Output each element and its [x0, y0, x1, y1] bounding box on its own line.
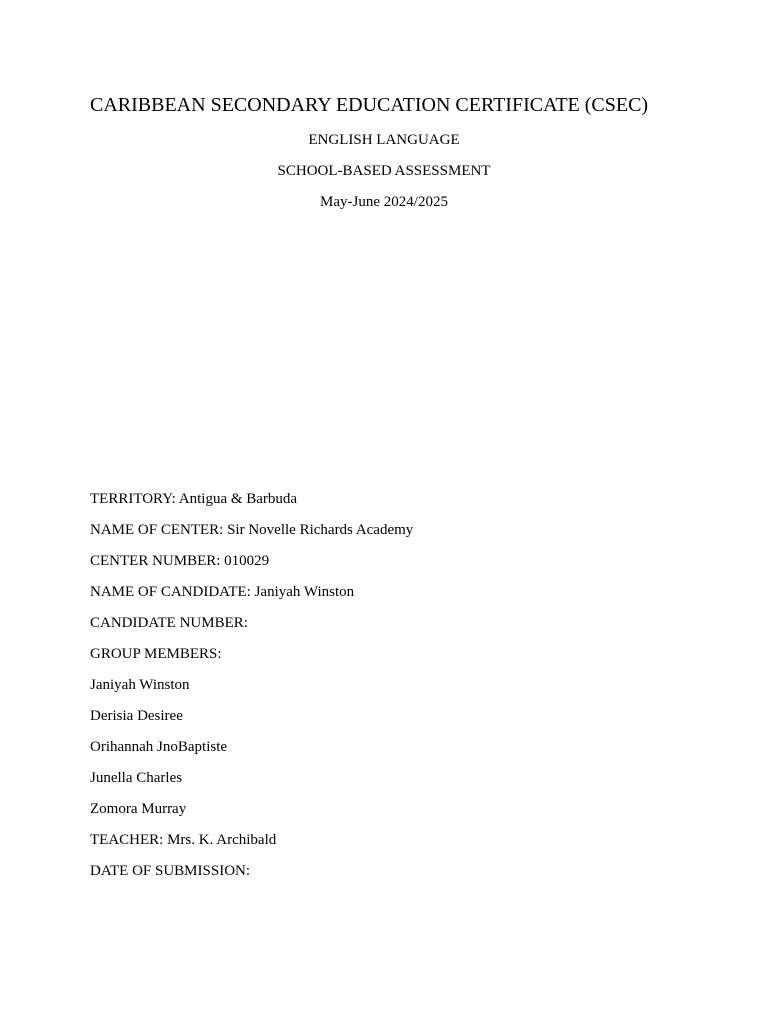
subject-heading: ENGLISH LANGUAGE [308, 132, 460, 148]
session-heading: May-June 2024/2025 [320, 194, 448, 210]
assessment-heading: SCHOOL-BASED ASSESSMENT [277, 163, 491, 179]
territory-line: TERRITORY: Antigua & Barbuda [90, 491, 298, 507]
center-name-line: NAME OF CENTER: Sir Novelle Richards Academy [90, 522, 414, 538]
group-member-item: Derisia Desiree [90, 708, 183, 724]
group-members-label: GROUP MEMBERS: [90, 646, 222, 662]
date-of-submission-line: DATE OF SUBMISSION: [90, 863, 251, 879]
group-member-item: Orihannah JnoBaptiste [90, 739, 228, 755]
teacher-line: TEACHER: Mrs. K. Archibald [90, 832, 277, 848]
center-number-line: CENTER NUMBER: 010029 [90, 553, 270, 569]
candidate-number-line: CANDIDATE NUMBER: [90, 615, 248, 631]
group-member-item: Junella Charles [90, 770, 183, 786]
group-member-item: Zomora Murray [90, 801, 187, 817]
candidate-name-line: NAME OF CANDIDATE: Janiyah Winston [90, 584, 355, 600]
document-title: CARIBBEAN SECONDARY EDUCATION CERTIFICATE (CSEC) [90, 94, 649, 116]
group-member-item: Janiyah Winston [90, 677, 190, 693]
